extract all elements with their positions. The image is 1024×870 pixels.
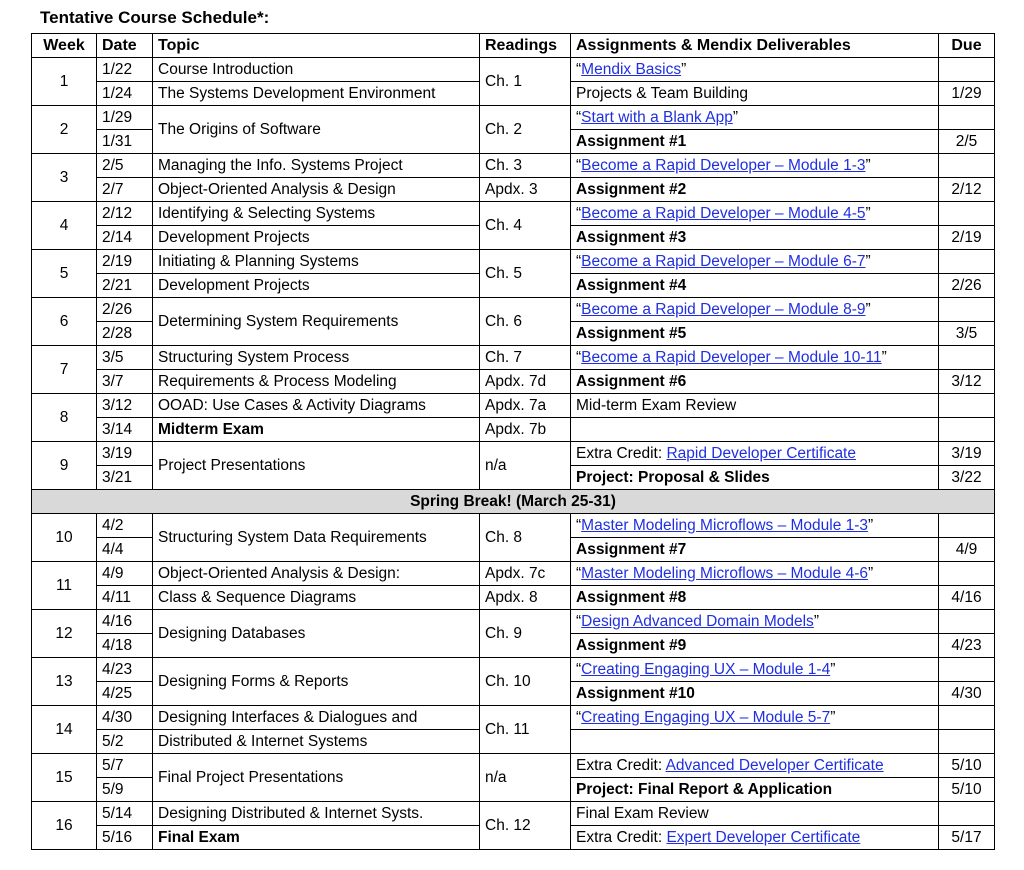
topic-cell: Structuring System Data Requirements: [153, 514, 480, 562]
table-row: [32, 418, 995, 442]
assignment-cell: [571, 250, 939, 274]
readings-cell: Ch. 6: [480, 298, 571, 346]
due-cell: [939, 202, 995, 226]
assignment-suffix: ”: [830, 709, 836, 726]
date-cell: 5/9: [97, 778, 153, 802]
readings-cell: Ch. 4: [480, 202, 571, 250]
assignment-cell: Assignment #1: [571, 130, 939, 154]
readings-cell: Ch. 8: [480, 514, 571, 562]
due-cell: [939, 562, 995, 586]
readings-cell: Ch. 1: [480, 58, 571, 106]
assignment-cell: [571, 514, 939, 538]
table-row: [32, 562, 995, 586]
topic-cell: Determining System Requirements: [153, 298, 480, 346]
readings-cell: Apdx. 7c: [480, 562, 571, 586]
assignment-cell: [571, 562, 939, 586]
date-cell: 5/2: [97, 730, 153, 754]
topic-cell: Final Project Presentations: [153, 754, 480, 802]
assignment-suffix: ”: [813, 613, 819, 630]
table-row: [32, 154, 995, 178]
due-cell: 5/10: [939, 754, 995, 778]
table-row: [32, 178, 995, 202]
topic-cell: Identifying & Selecting Systems: [153, 202, 480, 226]
assignment-cell: [571, 346, 939, 370]
topic-cell: Designing Interfaces & Dialogues and: [153, 706, 480, 730]
deliverable-link[interactable]: Become a Rapid Developer – Module 6-7: [581, 253, 866, 270]
due-cell: 3/12: [939, 370, 995, 394]
assignment-suffix: ”: [865, 205, 871, 222]
assignment-prefix: “: [576, 109, 582, 126]
course-schedule-table: [31, 33, 995, 850]
deliverable-link[interactable]: Start with a Blank App: [581, 109, 733, 126]
week-number: 3: [32, 154, 97, 202]
assignment-prefix: “: [576, 301, 582, 318]
header-topic: Topic: [153, 34, 480, 58]
date-cell: 3/21: [97, 466, 153, 490]
assignment-cell: [571, 106, 939, 130]
due-cell: 4/16: [939, 586, 995, 610]
due-cell: [939, 730, 995, 754]
topic-cell: Initiating & Planning Systems: [153, 250, 480, 274]
due-cell: 5/10: [939, 778, 995, 802]
readings-cell: Apdx. 3: [480, 178, 571, 202]
date-cell: 5/7: [97, 754, 153, 778]
week-number: 11: [32, 562, 97, 610]
due-cell: [939, 298, 995, 322]
assignment-cell: [571, 610, 939, 634]
readings-cell: Apdx. 7d: [480, 370, 571, 394]
due-cell: 2/19: [939, 226, 995, 250]
assignment-prefix: Extra Credit:: [576, 445, 667, 462]
assignment-cell: Assignment #3: [571, 226, 939, 250]
week-number: 15: [32, 754, 97, 802]
topic-cell: Course Introduction: [153, 58, 480, 82]
date-cell: 3/19: [97, 442, 153, 466]
assignment-cell: Final Exam Review: [571, 802, 939, 826]
deliverable-link[interactable]: Master Modeling Microflows – Module 4-6: [581, 565, 869, 582]
table-row: [32, 394, 995, 418]
spring-break-label: Spring Break! (March 25-31): [32, 490, 995, 514]
topic-cell: Requirements & Process Modeling: [153, 370, 480, 394]
topic-cell: Midterm Exam: [153, 418, 480, 442]
assignment-cell: [571, 754, 939, 778]
readings-cell: Ch. 2: [480, 106, 571, 154]
date-cell: 4/30: [97, 706, 153, 730]
header-week: Week: [32, 34, 97, 58]
readings-cell: Ch. 11: [480, 706, 571, 754]
date-cell: 5/14: [97, 802, 153, 826]
assignment-cell: Assignment #2: [571, 178, 939, 202]
assignment-cell: Assignment #7: [571, 538, 939, 562]
deliverable-link[interactable]: Master Modeling Microflows – Module 1-3: [581, 517, 869, 534]
assignment-prefix: “: [576, 613, 582, 630]
topic-cell: Development Projects: [153, 226, 480, 250]
assignment-cell: [571, 826, 939, 850]
assignment-prefix: Extra Credit:: [576, 829, 667, 846]
deliverable-link[interactable]: Mendix Basics: [581, 61, 682, 78]
date-cell: 1/24: [97, 82, 153, 106]
week-number: 12: [32, 610, 97, 658]
date-cell: 5/16: [97, 826, 153, 850]
topic-cell: Class & Sequence Diagrams: [153, 586, 480, 610]
deliverable-link[interactable]: Expert Developer Certificate: [666, 829, 861, 846]
week-number: 13: [32, 658, 97, 706]
assignment-prefix: Extra Credit:: [576, 757, 666, 774]
due-cell: [939, 802, 995, 826]
assignment-suffix: ”: [865, 253, 871, 270]
topic-cell: Structuring System Process: [153, 346, 480, 370]
assignment-prefix: “: [576, 61, 582, 78]
readings-cell: Ch. 5: [480, 250, 571, 298]
due-cell: 3/19: [939, 442, 995, 466]
assignment-cell: Assignment #5: [571, 322, 939, 346]
schedule-title: Tentative Course Schedule*:: [40, 8, 270, 27]
assignment-cell: [571, 154, 939, 178]
table-row: [32, 442, 995, 466]
deliverable-link[interactable]: Creating Engaging UX – Module 5-7: [581, 709, 831, 726]
assignment-suffix: ”: [868, 565, 874, 582]
date-cell: 4/23: [97, 658, 153, 682]
table-row: [32, 58, 995, 82]
week-number: 14: [32, 706, 97, 754]
week-number: 8: [32, 394, 97, 442]
assignment-prefix: “: [576, 709, 582, 726]
topic-cell: OOAD: Use Cases & Activity Diagrams: [153, 394, 480, 418]
week-number: 7: [32, 346, 97, 394]
date-cell: 2/5: [97, 154, 153, 178]
header-assignments: Assignments & Mendix Deliverables: [571, 34, 939, 58]
due-cell: [939, 418, 995, 442]
table-row: [32, 202, 995, 226]
due-cell: 2/5: [939, 130, 995, 154]
week-number: 10: [32, 514, 97, 562]
due-cell: [939, 514, 995, 538]
topic-cell: Development Projects: [153, 274, 480, 298]
readings-cell: Ch. 10: [480, 658, 571, 706]
date-cell: 2/12: [97, 202, 153, 226]
due-cell: 2/26: [939, 274, 995, 298]
assignment-cell: [571, 706, 939, 730]
date-cell: 1/31: [97, 130, 153, 154]
assignment-suffix: ”: [865, 157, 871, 174]
topic-cell: Distributed & Internet Systems: [153, 730, 480, 754]
table-row: [32, 106, 995, 130]
date-cell: 4/2: [97, 514, 153, 538]
date-cell: 4/4: [97, 538, 153, 562]
due-cell: [939, 250, 995, 274]
readings-cell: Apdx. 8: [480, 586, 571, 610]
topic-cell: Designing Forms & Reports: [153, 658, 480, 706]
date-cell: 1/22: [97, 58, 153, 82]
topic-cell: Designing Databases: [153, 610, 480, 658]
due-cell: [939, 394, 995, 418]
table-row: [32, 346, 995, 370]
assignment-suffix: ”: [881, 349, 887, 366]
deliverable-link[interactable]: Advanced Developer Certificate: [665, 757, 884, 774]
deliverable-link[interactable]: Design Advanced Domain Models: [581, 613, 814, 630]
header-readings: Readings: [480, 34, 571, 58]
due-cell: [939, 58, 995, 82]
due-cell: [939, 706, 995, 730]
deliverable-link[interactable]: Creating Engaging UX – Module 1-4: [581, 661, 831, 678]
date-cell: 4/11: [97, 586, 153, 610]
header-date: Date: [97, 34, 153, 58]
due-cell: 5/17: [939, 826, 995, 850]
assignment-cell: Project: Proposal & Slides: [571, 466, 939, 490]
assignment-cell: [571, 442, 939, 466]
readings-cell: Ch. 12: [480, 802, 571, 850]
date-cell: 2/7: [97, 178, 153, 202]
assignment-suffix: ”: [732, 109, 738, 126]
assignment-cell: [571, 58, 939, 82]
date-cell: 4/25: [97, 682, 153, 706]
due-cell: 4/30: [939, 682, 995, 706]
due-cell: 1/29: [939, 82, 995, 106]
week-number: 4: [32, 202, 97, 250]
due-cell: 3/22: [939, 466, 995, 490]
deliverable-link[interactable]: Rapid Developer Certificate: [666, 445, 856, 462]
date-cell: 4/16: [97, 610, 153, 634]
topic-cell: The Origins of Software: [153, 106, 480, 154]
schedule-body: [32, 58, 995, 850]
table-row: [32, 802, 995, 826]
week-number: 2: [32, 106, 97, 154]
topic-cell: Designing Distributed & Internet Systs.: [153, 802, 480, 826]
week-number: 16: [32, 802, 97, 850]
assignment-suffix: ”: [865, 301, 871, 318]
date-cell: 3/12: [97, 394, 153, 418]
header-row: [32, 34, 995, 58]
due-cell: [939, 346, 995, 370]
assignment-prefix: “: [576, 157, 582, 174]
assignment-prefix: “: [576, 565, 582, 582]
assignment-cell: Project: Final Report & Application: [571, 778, 939, 802]
due-cell: 2/12: [939, 178, 995, 202]
table-row: [32, 370, 995, 394]
due-cell: 4/9: [939, 538, 995, 562]
assignment-cell: Assignment #8: [571, 586, 939, 610]
assignment-cell: [571, 658, 939, 682]
spring-break-row: [32, 490, 995, 514]
date-cell: 2/21: [97, 274, 153, 298]
deliverable-link[interactable]: Become a Rapid Developer – Module 8-9: [581, 301, 866, 318]
due-cell: [939, 610, 995, 634]
date-cell: 2/14: [97, 226, 153, 250]
date-cell: 3/5: [97, 346, 153, 370]
deliverable-link[interactable]: Become a Rapid Developer – Module 1-3: [581, 157, 866, 174]
assignment-prefix: “: [576, 661, 582, 678]
table-row: [32, 298, 995, 322]
table-row: [32, 250, 995, 274]
table-row: [32, 706, 995, 730]
assignment-cell: Assignment #4: [571, 274, 939, 298]
date-cell: 3/14: [97, 418, 153, 442]
assignment-suffix: ”: [681, 61, 687, 78]
assignment-cell: [571, 202, 939, 226]
topic-cell: Object-Oriented Analysis & Design: [153, 178, 480, 202]
readings-cell: n/a: [480, 754, 571, 802]
week-number: 9: [32, 442, 97, 490]
due-cell: 3/5: [939, 322, 995, 346]
assignment-cell: [571, 730, 939, 754]
topic-cell: Object-Oriented Analysis & Design:: [153, 562, 480, 586]
assignment-prefix: “: [576, 349, 582, 366]
date-cell: 3/7: [97, 370, 153, 394]
assignment-prefix: “: [576, 205, 582, 222]
assignment-cell: [571, 298, 939, 322]
readings-cell: n/a: [480, 442, 571, 490]
date-cell: 4/18: [97, 634, 153, 658]
topic-cell: The Systems Development Environment: [153, 82, 480, 106]
assignment-suffix: ”: [868, 517, 874, 534]
readings-cell: Ch. 3: [480, 154, 571, 178]
deliverable-link[interactable]: Become a Rapid Developer – Module 10-11: [581, 349, 882, 366]
assignment-cell: [571, 418, 939, 442]
readings-cell: Ch. 9: [480, 610, 571, 658]
date-cell: 2/26: [97, 298, 153, 322]
date-cell: 2/28: [97, 322, 153, 346]
readings-cell: Apdx. 7b: [480, 418, 571, 442]
date-cell: 1/29: [97, 106, 153, 130]
table-row: [32, 658, 995, 682]
week-number: 6: [32, 298, 97, 346]
deliverable-link[interactable]: Become a Rapid Developer – Module 4-5: [581, 205, 866, 222]
readings-cell: Apdx. 7a: [480, 394, 571, 418]
assignment-cell: Projects & Team Building: [571, 82, 939, 106]
assignment-cell: Assignment #6: [571, 370, 939, 394]
due-cell: [939, 106, 995, 130]
topic-cell: Project Presentations: [153, 442, 480, 490]
table-row: [32, 586, 995, 610]
week-number: 1: [32, 58, 97, 106]
assignment-suffix: ”: [830, 661, 836, 678]
readings-cell: Ch. 7: [480, 346, 571, 370]
date-cell: 4/9: [97, 562, 153, 586]
date-cell: 2/19: [97, 250, 153, 274]
topic-cell: Final Exam: [153, 826, 480, 850]
header-due: Due: [939, 34, 995, 58]
table-row: [32, 514, 995, 538]
table-row: [32, 610, 995, 634]
topic-cell: Managing the Info. Systems Project: [153, 154, 480, 178]
due-cell: 4/23: [939, 634, 995, 658]
assignment-cell: Assignment #9: [571, 634, 939, 658]
assignment-prefix: “: [576, 253, 582, 270]
due-cell: [939, 154, 995, 178]
assignment-cell: Mid-term Exam Review: [571, 394, 939, 418]
due-cell: [939, 658, 995, 682]
table-row: [32, 754, 995, 778]
week-number: 5: [32, 250, 97, 298]
assignment-cell: Assignment #10: [571, 682, 939, 706]
assignment-prefix: “: [576, 517, 582, 534]
